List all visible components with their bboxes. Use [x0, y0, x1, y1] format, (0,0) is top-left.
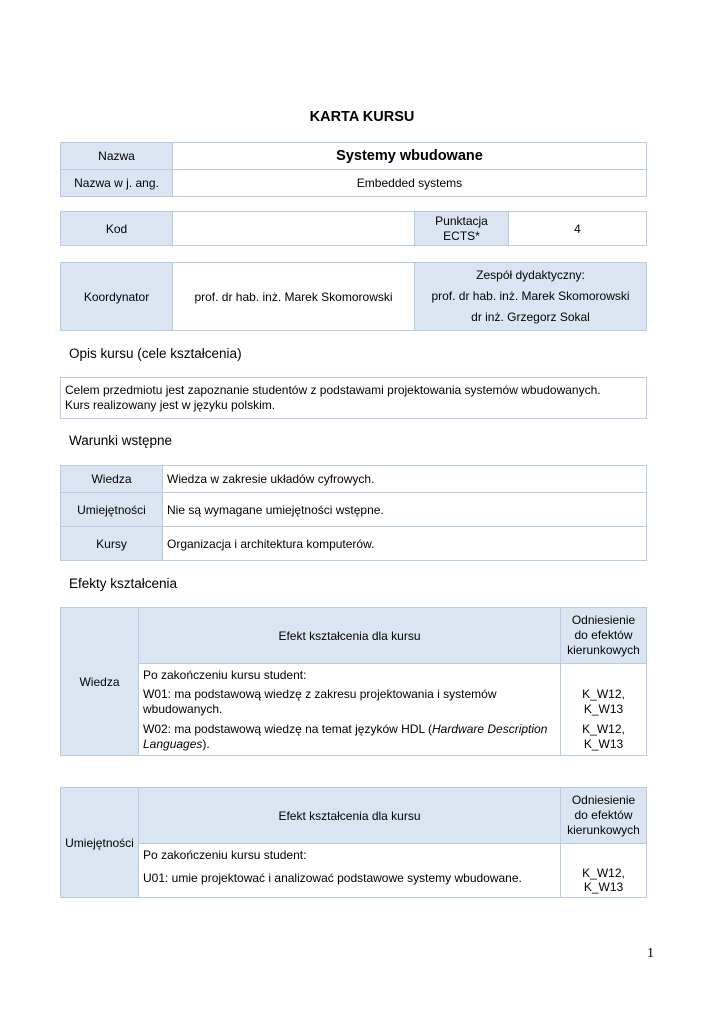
course-name-table [60, 142, 647, 197]
code-label: Kod [61, 212, 173, 246]
team-member: prof. dr hab. inż. Marek Skomorowski [431, 289, 630, 303]
reference-code: K_W12, [582, 866, 625, 880]
reference-code: K_W12, [582, 687, 625, 701]
reference-header-line: Odniesienie [571, 613, 636, 627]
outcome-text: ). [202, 737, 210, 751]
ects-value: 4 [509, 212, 647, 246]
outcomes-intro: Po zakończeniu kursu student: [143, 848, 307, 862]
outcome-item-W01 [143, 687, 556, 717]
outcome-reference [565, 866, 642, 894]
outcome-text: W02: ma podstawową wiedzę na temat języków HDL ( [143, 722, 433, 736]
ects-label-line2: ECTS* [443, 228, 480, 243]
effect-column-header: Efekt kształcenia dla kursu [139, 788, 561, 844]
page-number: 1 [647, 946, 654, 961]
reference-header-line: do efektów [574, 808, 633, 822]
skills-label: Umiejętności [61, 788, 139, 898]
teaching-team [415, 263, 647, 331]
page-title: KARTA KURSU [309, 109, 415, 125]
course-name-en-value: Embedded systems [173, 170, 647, 197]
description-line: Celem przedmiotu jest zapoznanie studentów z podstawami projektowania systemów wbudowanych. [65, 383, 601, 397]
knowledge-label: Wiedza [61, 608, 139, 756]
outcome-text-italic: Languages [143, 737, 203, 751]
code-value [173, 212, 415, 246]
reference-column-header [561, 608, 647, 664]
description-box [60, 377, 647, 419]
prerequisite-row [61, 493, 647, 527]
prerequisite-label: Wiedza [61, 466, 163, 493]
prerequisites-heading: Warunki wstępne [69, 433, 173, 448]
outcome-reference [565, 687, 642, 717]
outcome-reference [565, 722, 642, 752]
prerequisite-value: Nie są wymagane umiejętności wstępne. [163, 493, 647, 527]
coordinator-table [60, 262, 647, 331]
team-label: Zespół dydaktyczny: [476, 268, 585, 282]
knowledge-references [561, 664, 647, 756]
prerequisite-value: Wiedza w zakresie układów cyfrowych. [163, 466, 647, 493]
prerequisites-table [60, 465, 647, 561]
reference-code: K_W12, [582, 722, 625, 736]
prerequisite-row [61, 466, 647, 493]
knowledge-outcomes-table [60, 607, 647, 756]
skills-references [561, 844, 647, 898]
name-label: Nazwa [61, 143, 173, 170]
team-member: dr inż. Grzegorz Sokal [471, 310, 590, 324]
reference-code: K_W13 [583, 737, 624, 751]
ects-label-line1: Punktacja [435, 213, 488, 228]
outcome-text-italic: Hardware Description [432, 722, 548, 736]
coordinator-value: prof. dr hab. inż. Marek Skomorowski [173, 263, 415, 331]
reference-code: K_W13 [583, 702, 624, 716]
reference-header-line: Odniesienie [571, 793, 636, 807]
ects-label [415, 212, 509, 246]
reference-header-line: kierunkowych [567, 643, 640, 657]
coordinator-label: Koordynator [61, 263, 173, 331]
prerequisite-row [61, 527, 647, 561]
name-en-label: Nazwa w j. ang. [61, 170, 173, 197]
reference-header-line: do efektów [574, 628, 633, 642]
skills-outcomes-list [139, 844, 561, 898]
code-ects-table [60, 211, 647, 246]
skills-outcomes-table [60, 787, 647, 898]
reference-column-header [561, 788, 647, 844]
reference-header-line: kierunkowych [567, 823, 640, 837]
prerequisite-value: Organizacja i architektura komputerów. [163, 527, 647, 561]
description-line: Kurs realizowany jest w języku polskim. [65, 398, 276, 412]
reference-code: K_W13 [583, 880, 624, 894]
prerequisite-label: Kursy [61, 527, 163, 561]
outcome-item-W02 [143, 722, 556, 752]
knowledge-outcomes-list [139, 664, 561, 756]
outcome-text: wbudowanych. [143, 702, 223, 716]
outcome-item-U01: U01: umie projektować i analizować podstawowe systemy wbudowane. [143, 871, 522, 885]
prerequisite-label: Umiejętności [61, 493, 163, 527]
course-name-value: Systemy wbudowane [173, 143, 647, 170]
outcomes-heading: Efekty kształcenia [69, 576, 178, 591]
description-heading: Opis kursu (cele kształcenia) [69, 346, 242, 361]
outcome-text: W01: ma podstawową wiedzę z zakresu projektowania i systemów [143, 687, 497, 701]
effect-column-header: Efekt kształcenia dla kursu [139, 608, 561, 664]
outcomes-intro: Po zakończeniu kursu student: [143, 668, 307, 682]
